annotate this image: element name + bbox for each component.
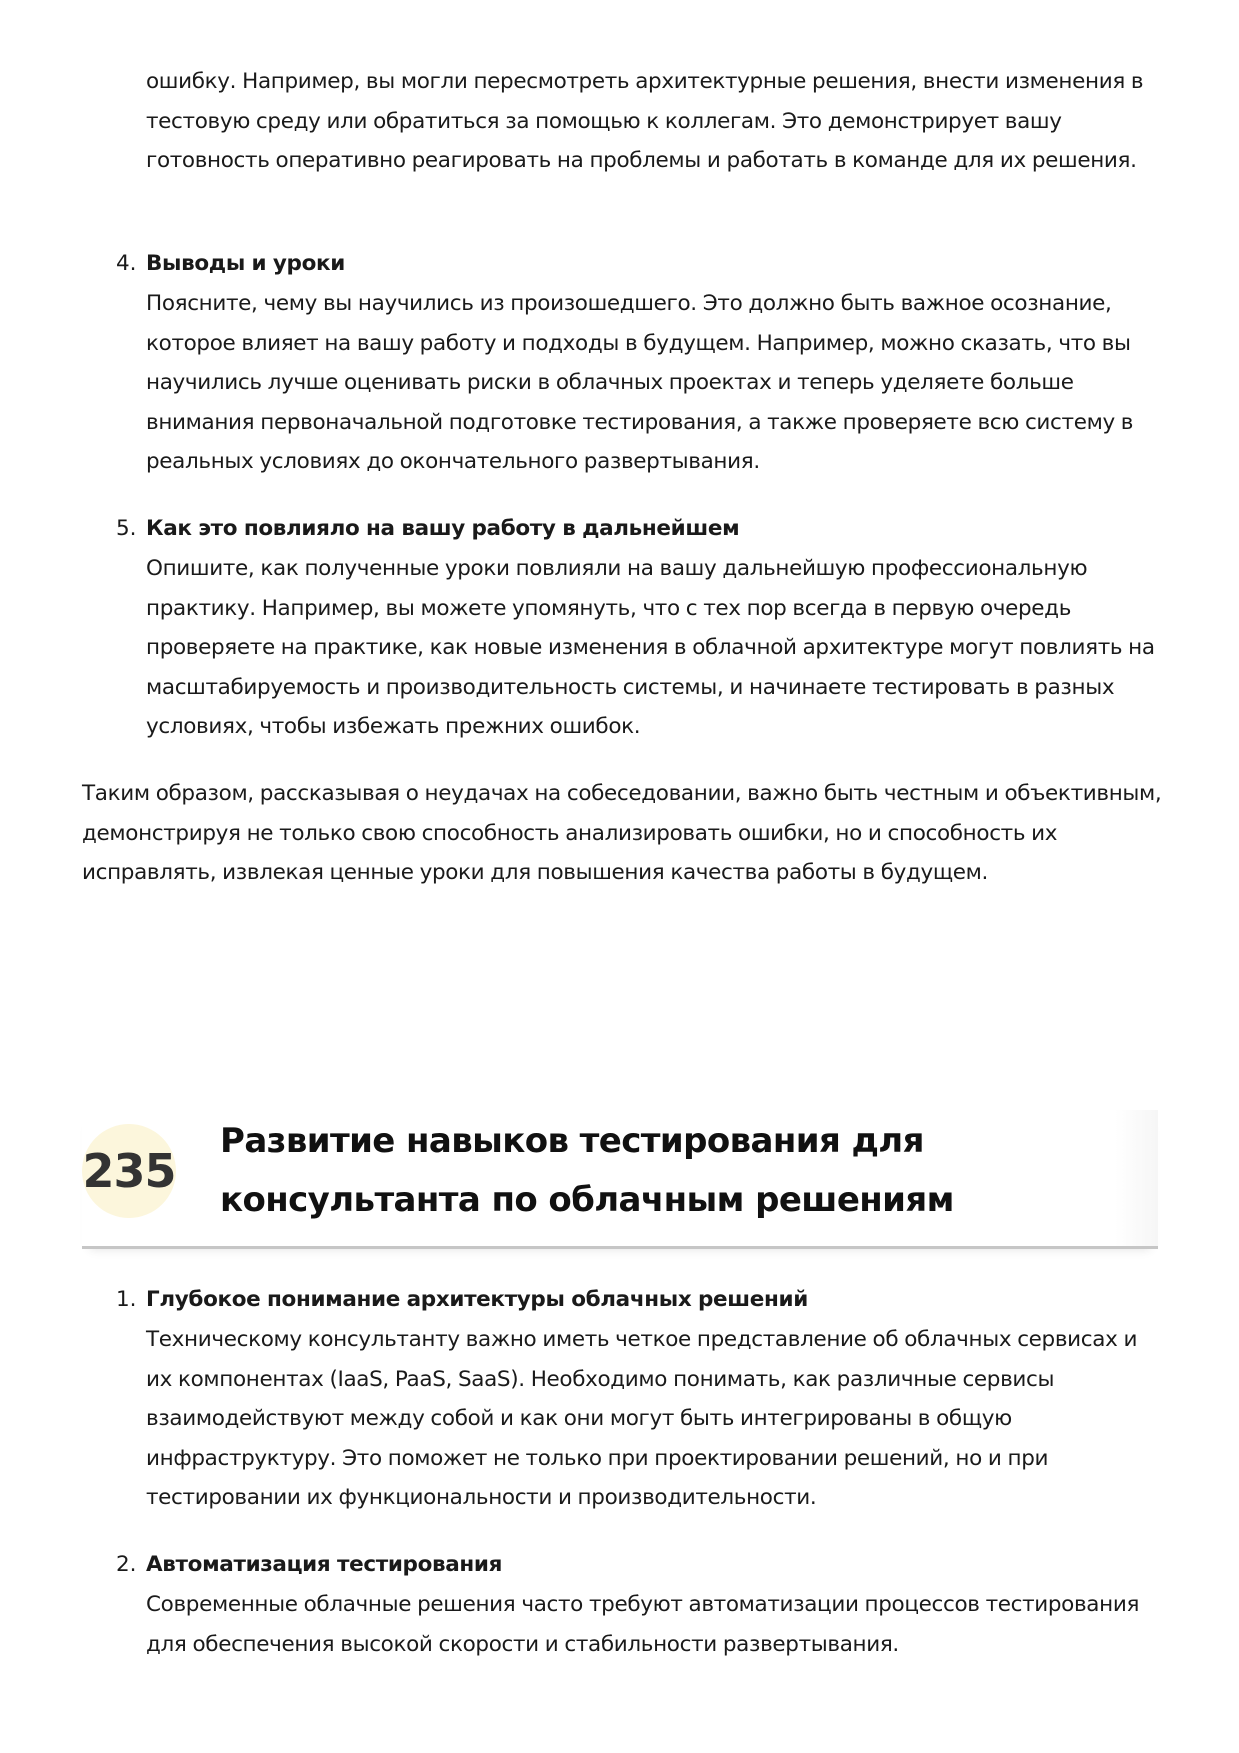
section-header <box>82 1110 1158 1249</box>
list-item-title: Как это повлияло на вашу работу в дальнейшем <box>146 516 740 541</box>
list-item-title: Глубокое понимание архитектуры облачных решений <box>146 1287 808 1312</box>
list-item-body: Техническому консультанту важно иметь четкое представление об облачных сервисах и их компонентах (IaaS, PaaS, SaaS). Необходимо понимать, как различные сервисы взаимодействуют между собой и как они могут быть интегрированы в общую инфраструктуру. Это поможет не только при проектировании решений, но и при тестировании их функциональности и производительности. <box>146 1327 1138 1510</box>
continuation-paragraph: ошибку. Например, вы могли пересмотреть архитектурные решения, внести изменения в тестовую среду или обратиться за помощью к коллегам. Это демонстрирует вашу готовность оперативно реагировать на проблемы и работать в команде для их решения. <box>146 69 1144 173</box>
list-item-body: Поясните, чему вы научились из произошедшего. Это должно быть важное осознание, которое влияет на вашу работу и подходы в будущем. Например, можно сказать, что вы научились лучше оценивать риски в облачных проектах и теперь уделяете больше внимания первоначальной подготовке тестирования, а также проверяете всю систему в реальных условиях до окончательного развертывания. <box>146 291 1134 474</box>
list-item-title: Автоматизация тестирования <box>146 1552 503 1577</box>
list-item-title: Выводы и уроки <box>146 251 345 276</box>
section-title: Развитие навыков тестирования для консультанта по облачным решениям <box>220 1121 954 1220</box>
conclusion-paragraph: Таким образом, рассказывая о неудачах на собеседовании, важно быть честным и объективным, демонстрируя не только свою способность анализировать ошибки, но и способность их исправлять, извлекая ценные уроки для повышения качества работы в будущем. <box>82 781 1162 885</box>
list-item-body: Современные облачные решения часто требуют автоматизации процессов тестирования для обеспечения высокой скорости и стабильности развертывания. <box>146 1592 1140 1657</box>
list-item-number: 4. <box>116 251 137 276</box>
list-item-body: Опишите, как полученные уроки повлияли на вашу дальнейшую профессиональную практику. Например, вы можете упомянуть, что с тех пор всегда в первую очередь проверяете на практике, как новые изменения в облачной архитектуре могут повлиять на масштабируемость и производительность системы, и начинаете тестировать в разных условиях, чтобы избежать прежних ошибок. <box>146 556 1155 739</box>
list-item-number: 2. <box>116 1552 137 1577</box>
list-item-number: 1. <box>116 1287 137 1312</box>
list-item-number: 5. <box>116 516 137 541</box>
section-number-badge: 235 <box>82 1124 176 1218</box>
